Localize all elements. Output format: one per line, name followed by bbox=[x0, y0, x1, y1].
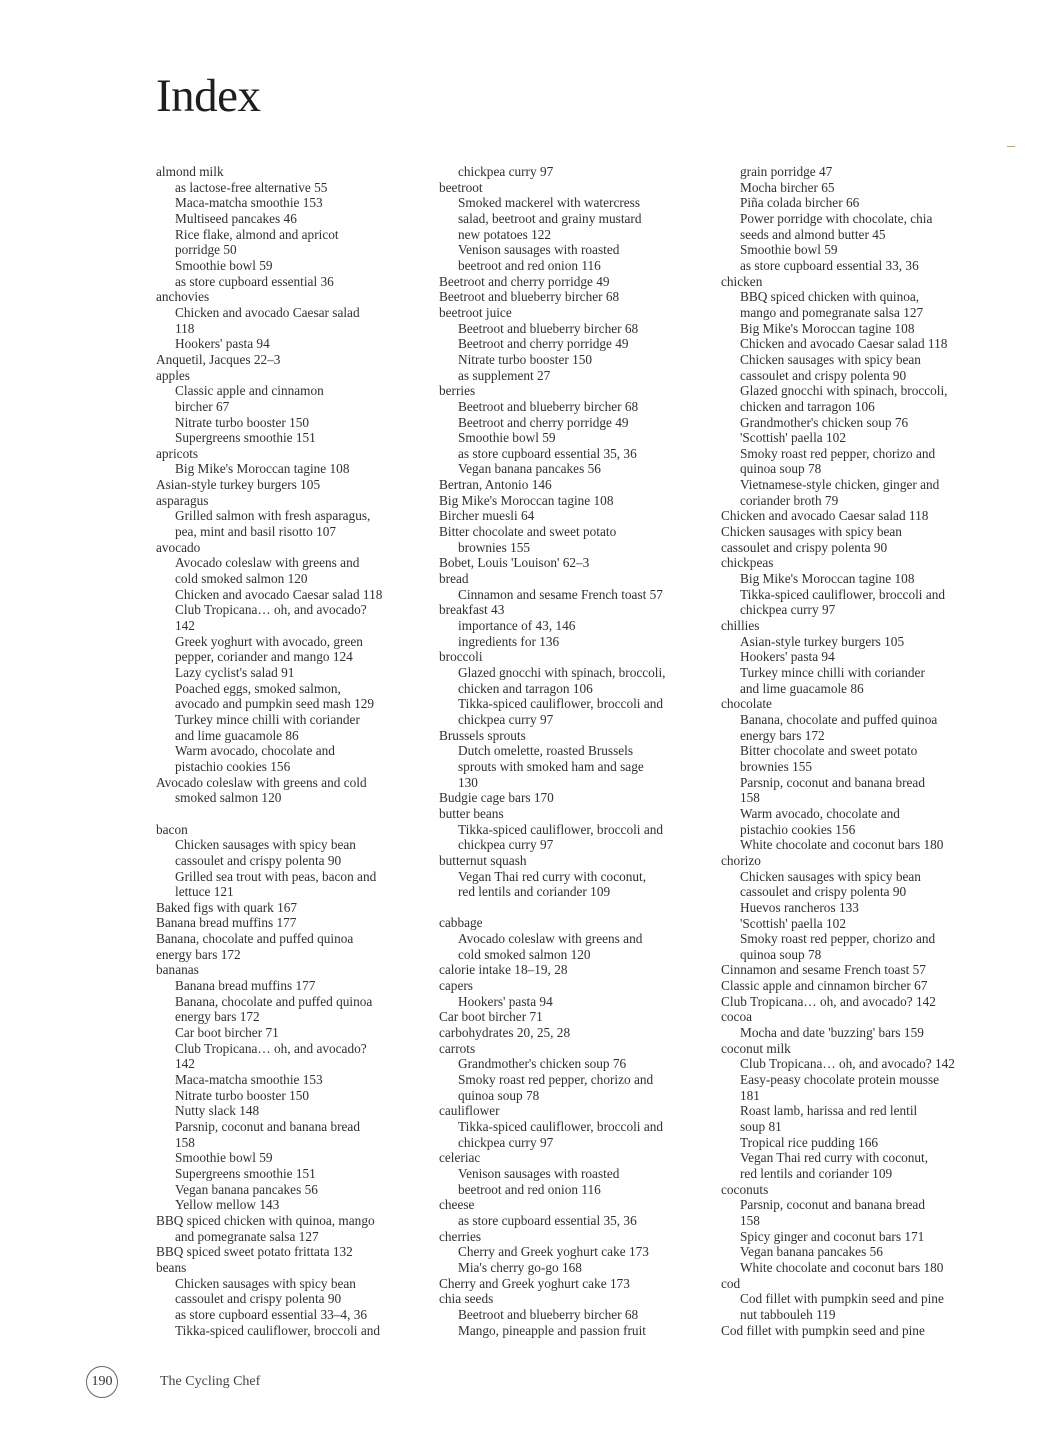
section-gap bbox=[156, 806, 436, 822]
index-subentry: Vegan Thai red curry with coconut, bbox=[740, 1150, 929, 1166]
index-subentry: lettuce 121 bbox=[175, 884, 234, 900]
index-subentry: Club Tropicana… oh, and avocado? 142 bbox=[740, 1056, 955, 1072]
index-subentry: Chicken sausages with spicy bean bbox=[740, 351, 921, 367]
index-subentry: porridge 50 bbox=[175, 242, 237, 258]
index-subentry: smoked salmon 120 bbox=[175, 790, 282, 806]
index-entry: celeriac bbox=[439, 1150, 481, 1166]
index-subentry: Tropical rice pudding 166 bbox=[740, 1134, 879, 1150]
index-subentry: 'Scottish' paella 102 bbox=[740, 915, 846, 931]
index-subentry: Nitrate turbo booster 150 bbox=[458, 351, 593, 367]
index-subentry: Bitter chocolate and sweet potato bbox=[740, 743, 918, 759]
index-subentry: beetroot and red onion 116 bbox=[458, 1181, 601, 1197]
index-subentry: Beetroot and cherry porridge 49 bbox=[458, 414, 629, 430]
index-subentry: Banana, chocolate and puffed quinoa bbox=[175, 993, 373, 1009]
index-entry: beetroot juice bbox=[439, 304, 512, 320]
index-subentry: Banana bread muffins 177 bbox=[175, 978, 316, 994]
index-subentry: energy bars 172 bbox=[740, 727, 825, 743]
index-subentry: Big Mike's Moroccan tagine 108 bbox=[740, 320, 915, 336]
index-subentry: soup 81 bbox=[740, 1119, 782, 1135]
index-subentry: Chicken sausages with spicy bean bbox=[175, 1275, 356, 1291]
index-entry: BBQ spiced sweet potato frittata 132 bbox=[156, 1244, 353, 1260]
index-subentry: Smoothie bowl 59 bbox=[740, 242, 838, 258]
index-subentry: Beetroot and cherry porridge 49 bbox=[458, 336, 629, 352]
index-subentry: Parsnip, coconut and banana bread bbox=[175, 1119, 360, 1135]
index-entry: Asian-style turkey burgers 105 bbox=[156, 477, 321, 493]
index-subentry: brownies 155 bbox=[458, 539, 531, 555]
index-subentry: cold smoked salmon 120 bbox=[458, 946, 591, 962]
index-subentry: quinoa soup 78 bbox=[740, 461, 822, 477]
index-subentry: Multiseed pancakes 46 bbox=[175, 210, 297, 226]
index-subentry: Avocado coleslaw with greens and bbox=[175, 555, 360, 571]
index-entry: carrots bbox=[439, 1040, 476, 1056]
index-subentry: Spicy ginger and coconut bars 171 bbox=[740, 1228, 925, 1244]
index-subentry: Tikka-spiced cauliflower, broccoli and bbox=[458, 1119, 664, 1135]
index-subentry: Yellow mellow 143 bbox=[175, 1197, 280, 1213]
index-subentry: Hookers' pasta 94 bbox=[740, 649, 835, 665]
index-entry: bacon bbox=[156, 821, 188, 837]
index-subentry: 158 bbox=[175, 1134, 195, 1150]
page-title: Index bbox=[156, 70, 261, 122]
index-subentry: Chicken and avocado Caesar salad 118 bbox=[740, 336, 948, 352]
index-subentry: Tikka-spiced cauliflower, broccoli and bbox=[175, 1322, 381, 1338]
index-entry: Classic apple and cinnamon bircher 67 bbox=[721, 978, 928, 994]
index-subentry: Easy-peasy chocolate protein mousse bbox=[740, 1072, 940, 1088]
index-subentry: cassoulet and crispy polenta 90 bbox=[740, 884, 907, 900]
index-subentry: Mango, pineapple and passion fruit bbox=[458, 1322, 646, 1338]
index-subentry: 130 bbox=[458, 774, 478, 790]
index-entry: chickpeas bbox=[721, 555, 774, 571]
index-subentry: 158 bbox=[740, 1212, 760, 1228]
index-subentry: 181 bbox=[740, 1087, 760, 1103]
index-subentry: Huevos rancheros 133 bbox=[740, 899, 859, 915]
index-subentry: quinoa soup 78 bbox=[740, 946, 822, 962]
index-entry: cherries bbox=[439, 1228, 482, 1244]
index-subentry: and lime guacamole 86 bbox=[740, 680, 864, 696]
index-subentry: pea, mint and basil risotto 107 bbox=[175, 524, 337, 540]
section-gap bbox=[439, 900, 719, 916]
index-subentry: Avocado coleslaw with greens and bbox=[458, 931, 643, 947]
index-entry: Bircher muesli 64 bbox=[439, 508, 535, 524]
index-entry: Beetroot and cherry porridge 49 bbox=[439, 273, 610, 289]
index-subentry: Club Tropicana… oh, and avocado? bbox=[175, 602, 367, 618]
index-subentry: as store cupboard essential 33–4, 36 bbox=[175, 1306, 368, 1322]
index-entry: asparagus bbox=[156, 492, 209, 508]
index-subentry: Big Mike's Moroccan tagine 108 bbox=[175, 461, 350, 477]
index-entry: Baked figs with quark 167 bbox=[156, 899, 298, 915]
index-subentry: Nitrate turbo booster 150 bbox=[175, 1087, 310, 1103]
index-subentry: Glazed gnocchi with spinach, broccoli, bbox=[740, 383, 948, 399]
index-subentry: 118 bbox=[175, 320, 195, 336]
index-subentry: Vegan banana pancakes 56 bbox=[740, 1244, 883, 1260]
index-subentry: sprouts with smoked ham and sage bbox=[458, 758, 644, 774]
index-entry: butter beans bbox=[439, 805, 504, 821]
index-subentry: ingredients for 136 bbox=[458, 633, 560, 649]
index-subentry: pistachio cookies 156 bbox=[740, 821, 856, 837]
index-subentry: beetroot and red onion 116 bbox=[458, 257, 601, 273]
index-subentry: Hookers' pasta 94 bbox=[458, 993, 553, 1009]
index-entry: chillies bbox=[721, 618, 760, 634]
index-subentry: Roast lamb, harissa and red lentil bbox=[740, 1103, 918, 1119]
index-entry: avocado bbox=[156, 539, 201, 555]
decorative-mark bbox=[1007, 146, 1015, 147]
index-subentry: Chicken sausages with spicy bean bbox=[740, 868, 921, 884]
index-subentry: Smoothie bowl 59 bbox=[175, 1150, 273, 1166]
index-subentry: Mocha and date 'buzzing' bars 159 bbox=[740, 1025, 924, 1041]
index-subentry: Greek yoghurt with avocado, green bbox=[175, 633, 363, 649]
index-subentry: Nitrate turbo booster 150 bbox=[175, 414, 310, 430]
index-subentry: as lactose-free alternative 55 bbox=[175, 179, 328, 195]
index-subentry: pistachio cookies 156 bbox=[175, 758, 291, 774]
index-subentry: and lime guacamole 86 bbox=[175, 727, 299, 743]
index-entry: Avocado coleslaw with greens and cold bbox=[156, 774, 367, 790]
index-subentry: Asian-style turkey burgers 105 bbox=[740, 633, 905, 649]
index-entry: cassoulet and crispy polenta 90 bbox=[721, 539, 888, 555]
page-footer bbox=[86, 1366, 260, 1398]
index-subentry: Smoky roast red pepper, chorizo and bbox=[740, 445, 936, 461]
index-subentry: Supergreens smoothie 151 bbox=[175, 430, 316, 446]
index-entry: Club Tropicana… oh, and avocado? 142 bbox=[721, 993, 936, 1009]
index-entry: anchovies bbox=[156, 289, 210, 305]
index-subentry: Cod fillet with pumpkin seed and pine bbox=[740, 1291, 944, 1307]
index-subentry: chickpea curry 97 bbox=[740, 602, 836, 618]
index-subentry: Smoothie bowl 59 bbox=[458, 430, 556, 446]
index-entry: apples bbox=[156, 367, 190, 383]
index-subentry: Power porridge with chocolate, chia bbox=[740, 210, 933, 226]
index-subentry: mango and pomegranate salsa 127 bbox=[740, 304, 924, 320]
index-subentry: cassoulet and crispy polenta 90 bbox=[740, 367, 907, 383]
index-entry: apricots bbox=[156, 445, 199, 461]
index-subentry: Maca-matcha smoothie 153 bbox=[175, 1072, 323, 1088]
index-entry: BBQ spiced chicken with quinoa, mango bbox=[156, 1212, 375, 1228]
index-subentry: Maca-matcha smoothie 153 bbox=[175, 195, 323, 211]
index-subentry: grain porridge 47 bbox=[740, 164, 833, 179]
index-subentry: Nutty slack 148 bbox=[175, 1103, 260, 1119]
index-subentry: Grilled sea trout with peas, bacon and bbox=[175, 868, 377, 884]
index-entry: Beetroot and blueberry bircher 68 bbox=[439, 289, 620, 305]
index-subentry: Hookers' pasta 94 bbox=[175, 336, 270, 352]
index-entry: Car boot bircher 71 bbox=[439, 1009, 543, 1025]
index-subentry: brownies 155 bbox=[740, 758, 813, 774]
index-entry: Cinnamon and sesame French toast 57 bbox=[721, 962, 926, 978]
index-subentry: cassoulet and crispy polenta 90 bbox=[175, 1291, 342, 1307]
index-subentry: Tikka-spiced cauliflower, broccoli and bbox=[458, 696, 664, 712]
index-subentry: Mia's cherry go-go 168 bbox=[458, 1259, 582, 1275]
index-subentry: quinoa soup 78 bbox=[458, 1087, 540, 1103]
index-entry: broccoli bbox=[439, 649, 483, 665]
index-subentry: Poached eggs, smoked salmon, bbox=[175, 680, 341, 696]
index-subentry: new potatoes 122 bbox=[458, 226, 552, 242]
index-subentry: Banana, chocolate and puffed quinoa bbox=[740, 711, 938, 727]
index-subentry: chickpea curry 97 bbox=[458, 711, 554, 727]
index-subentry: White chocolate and coconut bars 180 bbox=[740, 1259, 944, 1275]
index-subentry: red lentils and coriander 109 bbox=[740, 1166, 893, 1181]
index-subentry: Beetroot and blueberry bircher 68 bbox=[458, 320, 639, 336]
index-entry: breakfast 43 bbox=[439, 602, 505, 618]
index-subentry: and pomegranate salsa 127 bbox=[175, 1228, 319, 1244]
index-entry: beetroot bbox=[439, 179, 483, 195]
index-entry: Banana bread muffins 177 bbox=[156, 915, 297, 931]
index-entry: butternut squash bbox=[439, 852, 527, 868]
index-subentry: Supergreens smoothie 151 bbox=[175, 1165, 316, 1181]
index-entry: carbohydrates 20, 25, 28 bbox=[439, 1025, 571, 1041]
index-column-3 bbox=[721, 164, 1001, 1338]
index-column-2 bbox=[439, 164, 719, 1338]
index-subentry: Club Tropicana… oh, and avocado? bbox=[175, 1040, 367, 1056]
index-subentry: as supplement 27 bbox=[458, 367, 551, 383]
index-entry: cheese bbox=[439, 1197, 475, 1213]
index-subentry: as store cupboard essential 35, 36 bbox=[458, 445, 637, 461]
index-entry: Bertran, Antonio 146 bbox=[439, 477, 552, 493]
index-subentry: Parsnip, coconut and banana bread bbox=[740, 774, 925, 790]
index-subentry: Rice flake, almond and apricot bbox=[175, 226, 339, 242]
index-subentry: 142 bbox=[175, 618, 195, 634]
index-column-1 bbox=[156, 164, 436, 1338]
index-subentry: BBQ spiced chicken with quinoa, bbox=[740, 289, 920, 305]
index-subentry: White chocolate and coconut bars 180 bbox=[740, 837, 944, 853]
index-subentry: energy bars 172 bbox=[175, 1009, 260, 1025]
index-entry: chicken bbox=[721, 273, 763, 289]
index-subentry: nut tabbouleh 119 bbox=[740, 1306, 836, 1322]
index-subentry: Lazy cyclist's salad 91 bbox=[175, 665, 295, 680]
index-subentry: Venison sausages with roasted bbox=[458, 242, 620, 258]
index-subentry: Mocha bircher 65 bbox=[740, 179, 835, 195]
index-entry: calorie intake 18–19, 28 bbox=[439, 962, 568, 978]
index-entry: beans bbox=[156, 1259, 187, 1275]
index-entry: cod bbox=[721, 1275, 741, 1291]
index-subentry: importance of 43, 146 bbox=[458, 618, 576, 634]
index-entry: chia seeds bbox=[439, 1291, 494, 1307]
index-subentry: Tikka-spiced cauliflower, broccoli and bbox=[740, 586, 946, 602]
index-entry: chocolate bbox=[721, 696, 772, 712]
index-subentry: Smoothie bowl 59 bbox=[175, 257, 273, 273]
index-subentry: Beetroot and blueberry bircher 68 bbox=[458, 1306, 639, 1322]
index-subentry: Dutch omelette, roasted Brussels bbox=[458, 743, 634, 759]
index-subentry: Car boot bircher 71 bbox=[175, 1025, 279, 1041]
index-entry: Chicken and avocado Caesar salad 118 bbox=[721, 508, 929, 524]
index-subentry: 142 bbox=[175, 1056, 195, 1072]
index-entry: Anquetil, Jacques 22–3 bbox=[156, 351, 281, 367]
index-subentry: Parsnip, coconut and banana bread bbox=[740, 1197, 925, 1213]
index-entry: cabbage bbox=[439, 915, 483, 931]
index-subentry: Big Mike's Moroccan tagine 108 bbox=[740, 571, 915, 587]
index-subentry: Vegan banana pancakes 56 bbox=[458, 461, 601, 477]
page-number: 190 bbox=[86, 1366, 118, 1398]
index-subentry: chicken and tarragon 106 bbox=[458, 680, 593, 696]
index-subentry: Turkey mince chilli with coriander bbox=[175, 711, 360, 727]
index-subentry: cold smoked salmon 120 bbox=[175, 571, 308, 587]
index-subentry: Chicken and avocado Caesar salad 118 bbox=[175, 586, 383, 602]
index-subentry: chickpea curry 97 bbox=[458, 164, 554, 179]
index-entry: bread bbox=[439, 571, 469, 587]
index-subentry: Smoky roast red pepper, chorizo and bbox=[458, 1072, 654, 1088]
index-subentry: cassoulet and crispy polenta 90 bbox=[175, 852, 342, 868]
index-subentry: Chicken and avocado Caesar salad bbox=[175, 304, 360, 320]
index-entry: almond milk bbox=[156, 164, 224, 179]
index-subentry: Smoked mackerel with watercress bbox=[458, 195, 641, 211]
index-subentry: coriander broth 79 bbox=[740, 492, 839, 508]
index-subentry: 'Scottish' paella 102 bbox=[740, 430, 846, 446]
index-subentry: chickpea curry 97 bbox=[458, 837, 554, 853]
index-subentry: red lentils and coriander 109 bbox=[458, 884, 611, 900]
index-entry: energy bars 172 bbox=[156, 946, 241, 962]
index-subentry: Warm avocado, chocolate and bbox=[175, 743, 335, 759]
index-subentry: Smoky roast red pepper, chorizo and bbox=[740, 931, 936, 947]
index-entry: Cherry and Greek yoghurt cake 173 bbox=[439, 1275, 630, 1291]
index-entry: Banana, chocolate and puffed quinoa bbox=[156, 931, 354, 947]
index-entry: coconuts bbox=[721, 1181, 769, 1197]
index-entry: coconut milk bbox=[721, 1040, 791, 1056]
index-subentry: as store cupboard essential 36 bbox=[175, 273, 334, 289]
index-entry: Big Mike's Moroccan tagine 108 bbox=[439, 492, 614, 508]
index-subentry: Cinnamon and sesame French toast 57 bbox=[458, 586, 663, 602]
index-subentry: Grandmother's chicken soup 76 bbox=[740, 414, 909, 430]
index-subentry: 158 bbox=[740, 790, 760, 806]
index-subentry: chicken and tarragon 106 bbox=[740, 398, 875, 414]
index-entry: Bobet, Louis 'Louison' 62–3 bbox=[439, 555, 590, 571]
index-subentry: Grandmother's chicken soup 76 bbox=[458, 1056, 627, 1072]
index-entry: Budgie cage bars 170 bbox=[439, 790, 554, 806]
index-entry: Chicken sausages with spicy bean bbox=[721, 524, 902, 540]
index-entry: capers bbox=[439, 978, 473, 994]
index-subentry: as store cupboard essential 35, 36 bbox=[458, 1212, 637, 1228]
index-subentry: Chicken sausages with spicy bean bbox=[175, 837, 356, 853]
index-entry: Cod fillet with pumpkin seed and pine bbox=[721, 1322, 925, 1338]
index-subentry: Warm avocado, chocolate and bbox=[740, 805, 900, 821]
index-subentry: Venison sausages with roasted bbox=[458, 1165, 620, 1181]
index-subentry: Tikka-spiced cauliflower, broccoli and bbox=[458, 821, 664, 837]
index-entry: Bitter chocolate and sweet potato bbox=[439, 524, 617, 540]
index-subentry: salad, beetroot and grainy mustard bbox=[458, 210, 642, 226]
index-subentry: Glazed gnocchi with spinach, broccoli, bbox=[458, 665, 666, 680]
index-subentry: Vegan Thai red curry with coconut, bbox=[458, 868, 647, 884]
index-entry: cauliflower bbox=[439, 1103, 500, 1119]
index-subentry: seeds and almond butter 45 bbox=[740, 226, 886, 242]
index-subentry: Beetroot and blueberry bircher 68 bbox=[458, 398, 639, 414]
index-subentry: Vietnamese-style chicken, ginger and bbox=[740, 477, 940, 493]
index-entry: bananas bbox=[156, 962, 199, 978]
index-subentry: Cherry and Greek yoghurt cake 173 bbox=[458, 1244, 649, 1260]
index-subentry: Classic apple and cinnamon bbox=[175, 383, 324, 399]
index-subentry: Grilled salmon with fresh asparagus, bbox=[175, 508, 371, 524]
index-subentry: Turkey mince chilli with coriander bbox=[740, 665, 925, 680]
index-entry: cocoa bbox=[721, 1009, 753, 1025]
index-subentry: pepper, coriander and mango 124 bbox=[175, 649, 353, 665]
index-subentry: Vegan banana pancakes 56 bbox=[175, 1181, 318, 1197]
index-subentry: as store cupboard essential 33, 36 bbox=[740, 257, 919, 273]
index-subentry: chickpea curry 97 bbox=[458, 1134, 554, 1150]
index-subentry: Piña colada bircher 66 bbox=[740, 195, 860, 211]
index-entry: berries bbox=[439, 383, 476, 399]
index-entry: Brussels sprouts bbox=[439, 727, 526, 743]
book-title: The Cycling Chef bbox=[160, 1374, 261, 1389]
index-subentry: avocado and pumpkin seed mash 129 bbox=[175, 696, 375, 712]
index-subentry: bircher 67 bbox=[175, 398, 230, 414]
index-entry: chorizo bbox=[721, 852, 761, 868]
